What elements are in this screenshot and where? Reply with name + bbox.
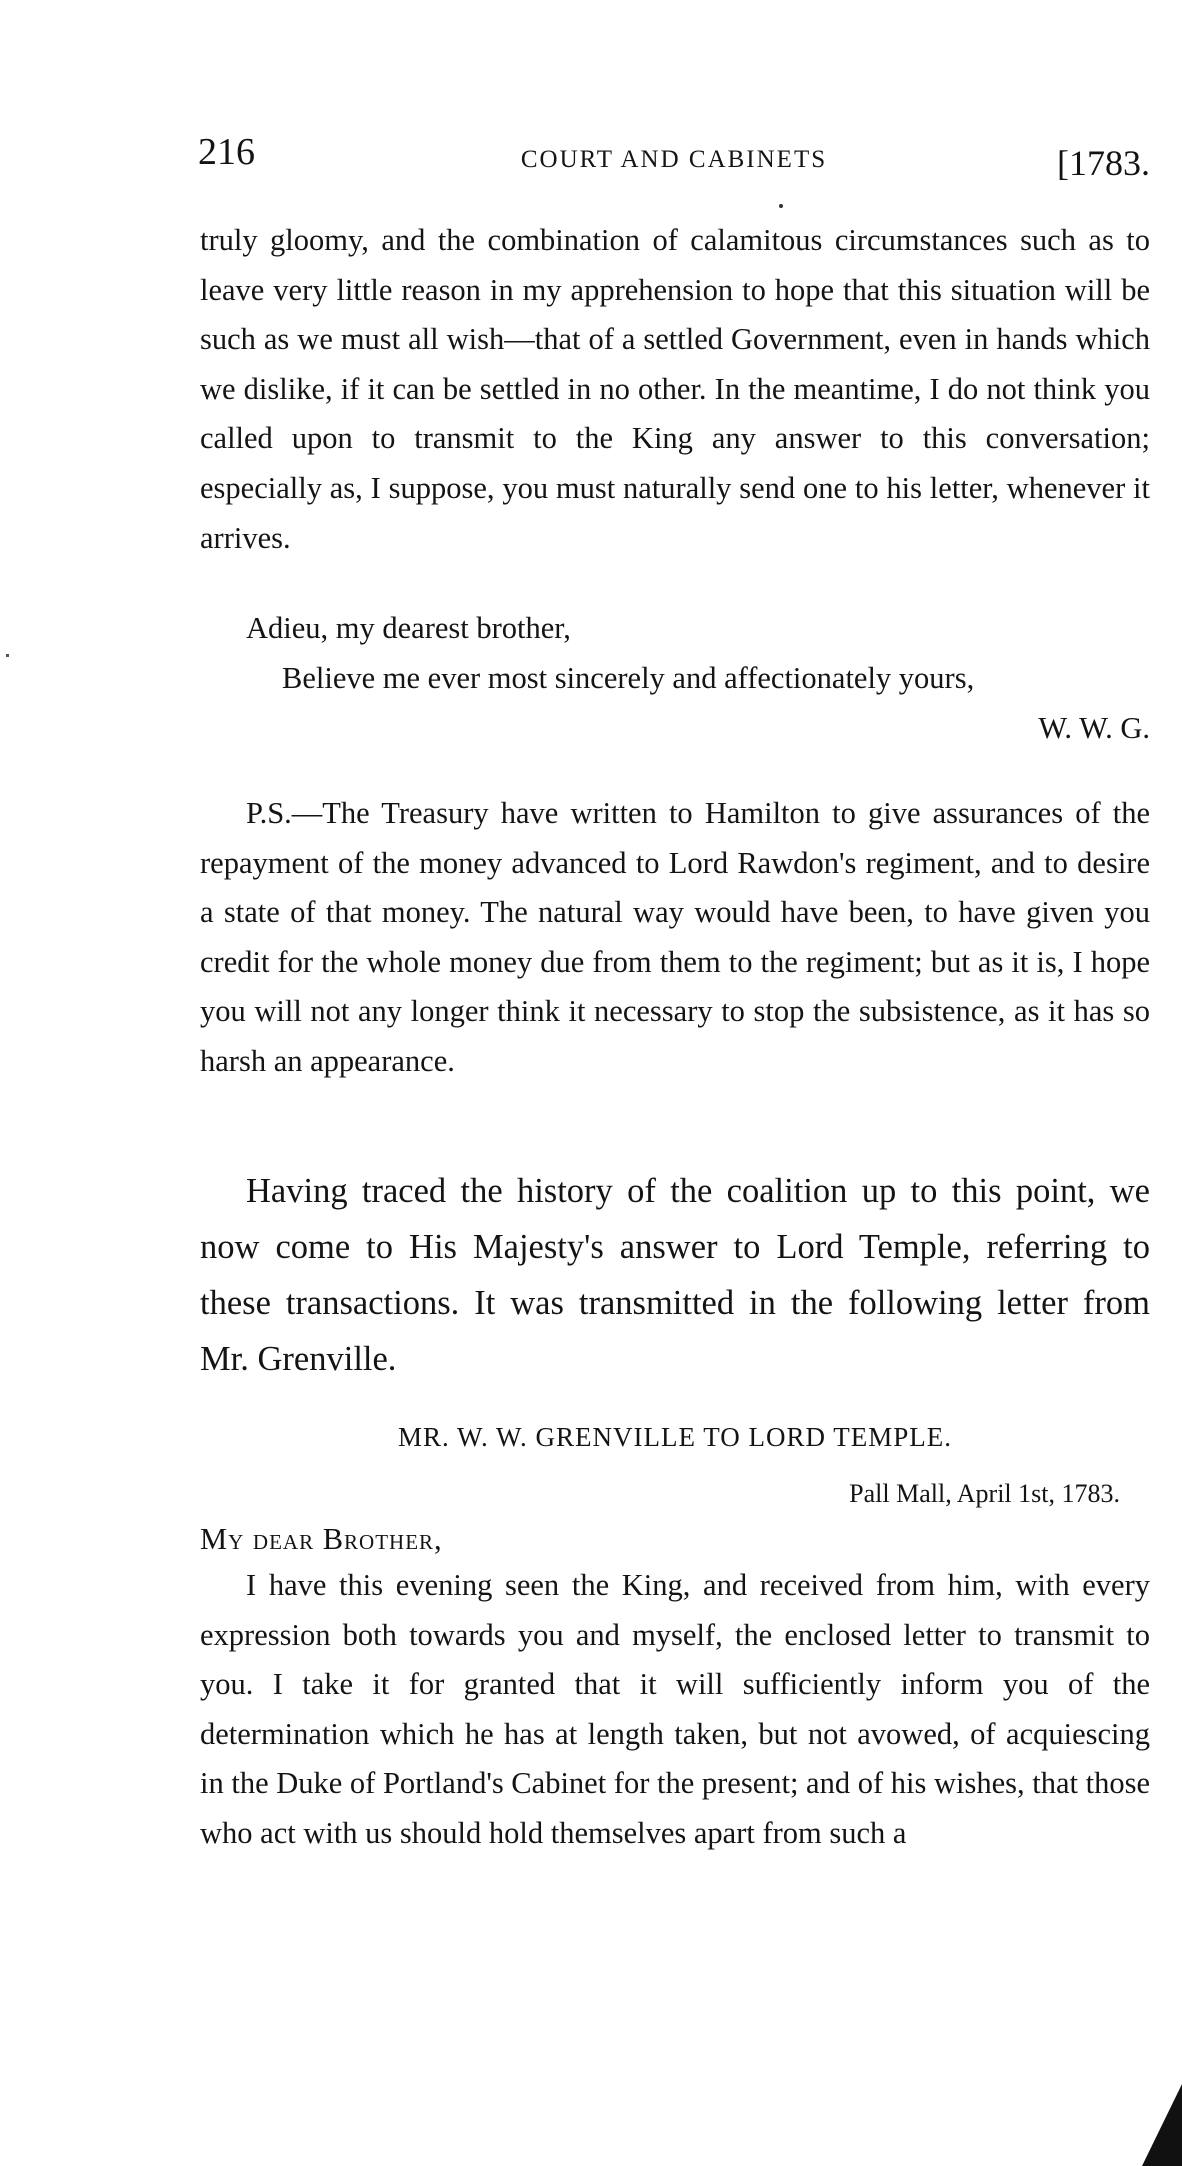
postscript-paragraph: P.S.—The Treasury have written to Hamilton to give assurances of the repayment of the money advanced to Lord Rawdon's regiment, and to desire a state of that money. The natural way would have been, to have given you credit for the whole money due from them to the regiment; but as it is, I hope you will not any longer think it necessary to stop the subsistence, as it has so harsh an appearance. [200, 796, 1150, 1078]
signature: W. W. G. [1038, 711, 1150, 745]
print-speck [779, 204, 783, 208]
margin-mark [6, 654, 9, 657]
narrative-paragraph: Having traced the history of the coalition up to this point, we now come to His Majesty's answer to Lord Temple, referring to these transactions. It was transmitted in the following letter from Mr. Grenville. [200, 1172, 1150, 1378]
letter-heading: MR. W. W. GRENVILLE TO LORD TEMPLE. [397, 1422, 953, 1452]
page-number: 216 [198, 131, 255, 173]
closing-line: Believe me ever most sincerely and affectionately yours, [282, 661, 975, 695]
letter-body-paragraph: I have this evening seen the King, and received from him, with every expression both towards you and myself, the enclosed letter to transmit to you. I take it for granted that it will sufficiently inform you of the determination which he has at length taken, but not avowed, of acquiescing in the Duke of Portland's Cabinet for the present; and of his wishes, that those who act with us should hold themselves apart from such a [200, 1568, 1150, 1850]
farewell-line: Adieu, my dearest brother, [246, 611, 571, 645]
salutation: My dear Brother, [200, 1522, 443, 1556]
page-corner-shadow [1142, 2084, 1182, 2166]
dateline: Pall Mall, April 1st, 1783. [849, 1479, 1120, 1508]
letter-closing-paragraph: truly gloomy, and the combination of calamitous circumstances such as to leave very little reason in my apprehension to hope that this situation will be such as we must all wish—that of a settled Government, even in hands which we dislike, if it can be settled in no other. In the meantime, I do not think you called upon to transmit to the King any answer to this conversation; especially as, I suppose, you must naturally send one to his letter, whenever it arrives. [200, 223, 1150, 555]
running-header [198, 128, 1150, 188]
header-year: [1783. [1057, 143, 1150, 183]
running-title: COURT AND CABINETS [520, 146, 828, 173]
